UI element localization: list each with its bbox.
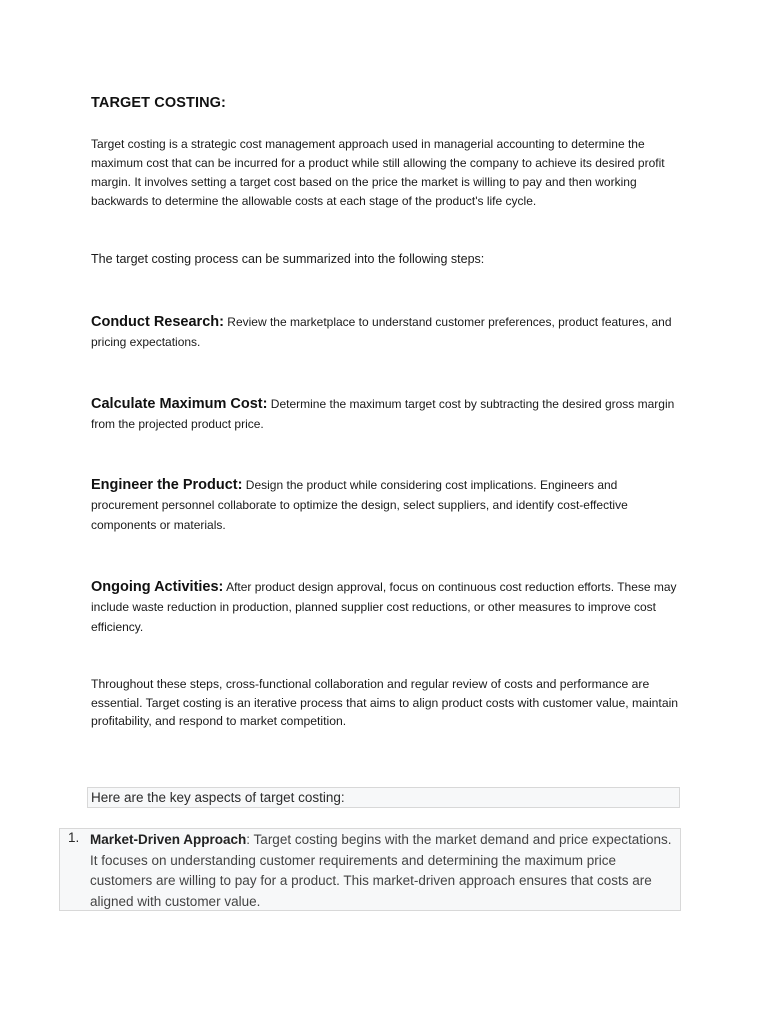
step-ongoing-activities	[91, 577, 683, 637]
step-conduct-research	[91, 312, 683, 352]
step-calculate-maximum-cost	[91, 394, 683, 434]
step-text: Review the marketplace to understand customer preferences, product features, and pricing expectations.	[91, 315, 672, 349]
list-item-title: Market-Driven Approach	[90, 832, 247, 847]
document-title: TARGET COSTING:	[91, 95, 226, 111]
step-title: Calculate Maximum Cost:	[91, 396, 268, 412]
steps-intro-paragraph: The target costing process can be summarized into the following steps:	[91, 252, 485, 266]
step-text: Determine the maximum target cost by subtracting the desired gross margin from the projected product price.	[91, 397, 675, 431]
aspects-list	[59, 828, 681, 911]
intro-paragraph: Target costing is a strategic cost management approach used in managerial accounting to determine the maximum cost that can be incurred for a product while still allowing the company to achieve its desired profit margin. It involves setting a target cost based on the price the market is willing to pay and then working backwards to determine the allowable costs at each stage of the product's life cycle.	[91, 137, 665, 208]
aspects-heading: Here are the key aspects of target costing:	[91, 790, 345, 805]
step-title: Ongoing Activities:	[91, 579, 224, 595]
step-engineer-the-product	[91, 475, 683, 535]
list-item-text: : Target costing begins with the market demand and price expectations. It focuses on understanding customer requirements and determining the maximum price customers are willing to pay for a product. This market-driven approach ensures that costs are aligned with customer value.	[90, 832, 672, 909]
aspects-heading-box	[87, 787, 680, 808]
list-item-number: 1.	[68, 830, 80, 845]
step-text: After product design approval, focus on continuous cost reduction efforts. These may include waste reduction in production, planned supplier cost reductions, or other measures to improve cost efficiency.	[91, 580, 677, 634]
step-title: Conduct Research:	[91, 314, 224, 330]
closing-paragraph: Throughout these steps, cross-functional collaboration and regular review of costs and performance are essential. Target costing is an iterative process that aims to align product costs with customer value, maintain profitability, and respond to market competition.	[91, 677, 679, 728]
step-title: Engineer the Product:	[91, 477, 243, 493]
step-text: Design the product while considering cost implications. Engineers and procurement personnel collaborate to optimize the design, select suppliers, and identify cost-effective components or materials.	[91, 478, 628, 532]
list-item	[90, 830, 680, 912]
